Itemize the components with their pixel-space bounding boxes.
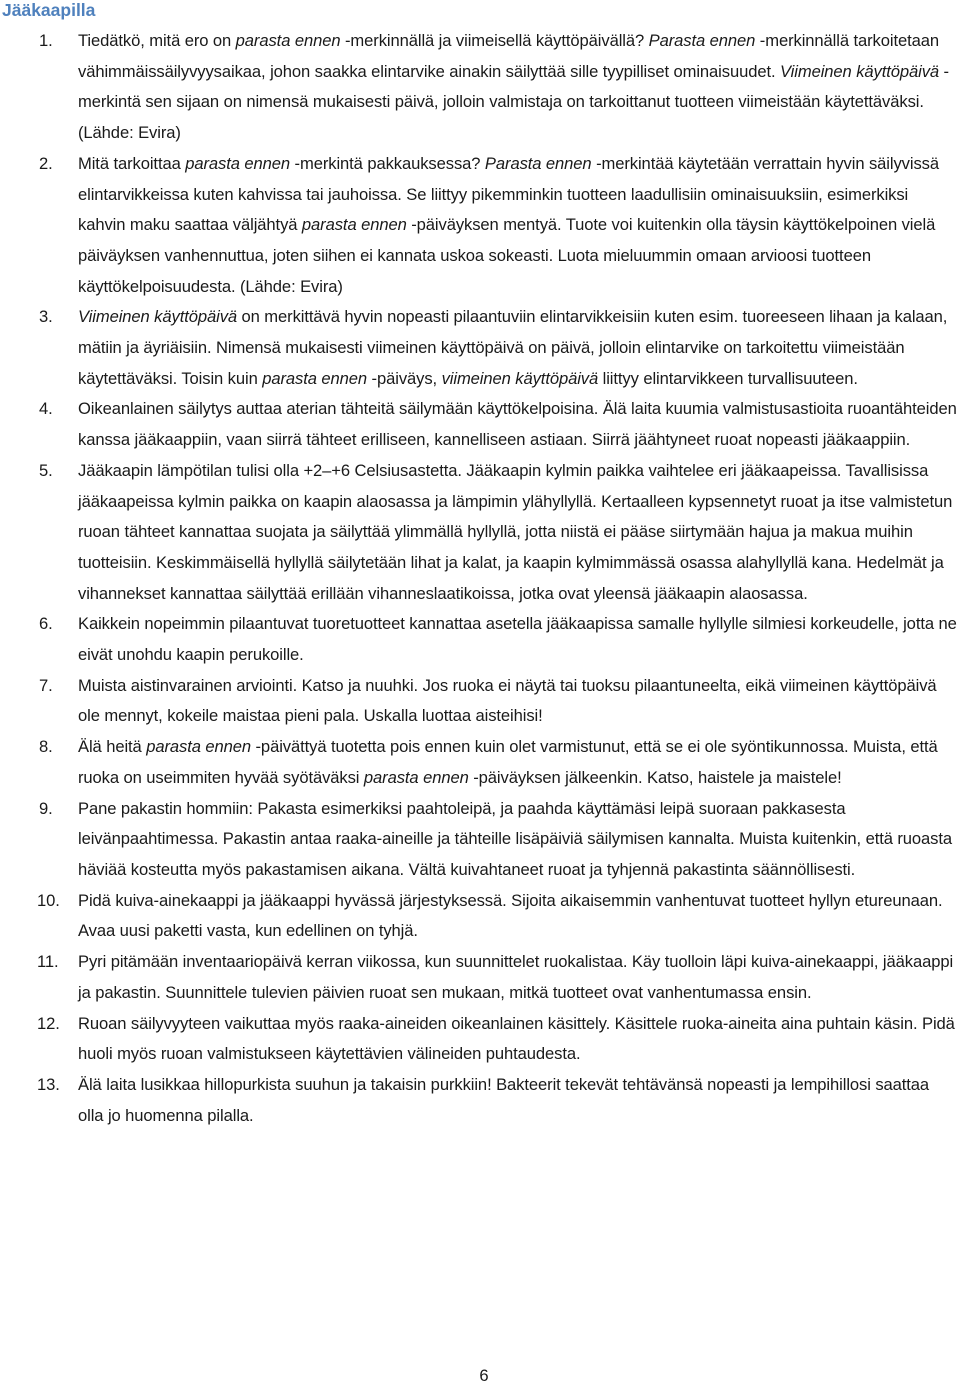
italic-term: viimeinen käyttöpäivä	[441, 368, 599, 388]
item-text: liittyy elintarvikkeen turvallisuuteen.	[598, 368, 858, 388]
italic-term: Parasta ennen	[484, 153, 592, 173]
list-item	[0, 671, 958, 732]
item-text: -merkintä sen sijaan on nimensä mukaisesti päivä, jolloin valmistaja on tarkoittanut tuotteen viimeistään käytettäväksi. (Lähde: Evira)	[78, 61, 949, 143]
item-number: 4.	[39, 399, 53, 419]
list-item	[0, 732, 958, 793]
item-text: Pidä kuiva-ainekaappi ja jääkaappi hyvässä järjestyksessä. Sijoita aikaisemmin vanhentuvat tuotteet hyllyn etureunaan. Avaa uusi paketti vasta, kun edellinen on tyhjä.	[78, 890, 943, 941]
italic-term: parasta ennen	[185, 153, 291, 173]
item-number: 2.	[39, 153, 53, 173]
item-text: -merkinnällä tarkoitetaan vähimmäissäilyvyysaikaa, johon saakka elintarvike ainakin säilyttää sille tyypilliset ominaisuudet.	[78, 31, 939, 81]
italic-term: parasta ennen	[146, 737, 251, 757]
item-number: 6.	[39, 614, 53, 634]
item-text: Jääkaapin lämpötilan tulisi olla +2–+6 Celsiusastetta. Jääkaapin kylmin paikka vaihtelee eri jääkaapeissa. Tavallisissa jääkaapeissa kylmin paikka on kaapin alaosassa ja lämpimin ylähyllyllä. Kertaalleen kypsennetyt ruoat ja itse valmistetun ruoan tähteet kannattaa suojata ja säilyttää ylimmällä hyllyllä, jotta niistä ei pääse siirtymään hajua ja makua muihin tuotteisiin. Keskimmäisellä hyllyllä säilytetään lihat ja kalat, ja kaapin kylmimmässä osassa alahyllyllä kana. Hedelmät ja vihannekset kannattaa säilyttää erillään vihanneslaatikoissa, jotka ovat yleensä jääkaapin alaosassa.	[78, 460, 953, 603]
italic-term: parasta ennen	[262, 368, 368, 388]
item-text: Tiedätkö, mitä ero on	[78, 31, 236, 50]
italic-term: Parasta ennen	[648, 31, 756, 50]
italic-term: Viimeinen käyttöpäivä	[78, 307, 238, 327]
item-text: Mitä tarkoittaa	[78, 153, 186, 173]
item-number: 7.	[39, 675, 53, 695]
page-number: 6	[479, 1366, 489, 1385]
item-text: -merkintä pakkauksessa?	[290, 153, 485, 173]
item-number: 1.	[39, 31, 53, 50]
list-item	[0, 1009, 958, 1070]
tips-list	[0, 26, 958, 1131]
item-text: Muista aistinvarainen arviointi. Katso ja nuuhki. Jos ruoka ei näytä tai tuoksu pilaantuneelta, eikä viimeinen käyttöpäivä ole mennyt, kokeile maistaa pieni pala. Uskalla luottaa aisteihisi!	[78, 675, 937, 726]
item-text: -merkintää käytetään verrattain hyvin säilyvissä elintarvikkeissa kuten kahvissa tai jauhoissa. Se liittyy pikemminkin tuotteen laadullisiin ominaisuuksiin, esimerkiksi kahvin maku saattaa väljähtyä	[78, 153, 939, 235]
list-item	[0, 609, 958, 670]
item-text: Älä laita lusikkaa hillopurkista suuhun ja takaisin purkkiin! Bakteerit tekevät tehtävänsä nopeasti ja lempihillosi saattaa olla jo huomenna pilalla.	[78, 1074, 930, 1125]
item-text: -päiväys,	[367, 368, 442, 388]
list-item	[0, 394, 958, 455]
item-text: Pane pakastin hommiin: Pakasta esimerkiksi paahtoleipä, ja paahda käyttämäsi leipä suoraan pakkasesta leivänpaahtimessa. Pakastin antaa raaka-aineille ja tähteille lisäpäiviä säilymisen kannalta. Muista kuitenkin, että ruoasta häviää kosteutta myös pakastamisen aikana. Vältä kuivahtaneet ruoat ja tyhjennä pakastinta säännöllisesti.	[78, 798, 953, 879]
list-item	[0, 302, 958, 394]
italic-term: Viimeinen käyttöpäivä	[780, 61, 940, 81]
italic-term: parasta ennen	[363, 767, 469, 787]
section-heading: Jääkaapilla	[2, 0, 96, 20]
list-item	[0, 794, 958, 886]
item-text: Ruoan säilyvyyteen vaikuttaa myös raaka-aineiden oikeanlainen käsittely. Käsittele ruoka-aineita aina puhtain käsin. Pidä huoli myös ruoan valmistukseen käytettävien välineiden puhtaudesta.	[78, 1013, 955, 1064]
item-number: 9.	[39, 798, 53, 818]
item-text: -merkinnällä ja viimeisellä käyttöpäivällä?	[340, 31, 649, 50]
item-text: Kaikkein nopeimmin pilaantuvat tuoretuotteet kannattaa asetella jääkaapissa samalle hyllylle silmiesi korkeudelle, jotta ne eivät unohdu kaapin perukoille.	[78, 614, 957, 665]
item-text: Älä heitä	[78, 737, 147, 757]
item-text: on merkittävä hyvin nopeasti pilaantuviin elintarvikkeisiin kuten esim. tuoreeseen lihaan ja kalaan, mätiin ja äyriäisiin. Nimensä mukaisesti viimeinen käyttöpäivä on päivä, jolloin elintarvike on tarkoitettu viimeistään käytettäväksi. Toisin kuin	[78, 307, 948, 388]
item-text: -päiväyksen jälkeenkin. Katso, haistele ja maistele!	[468, 767, 842, 787]
italic-term: parasta ennen	[301, 215, 407, 235]
item-number: 3.	[39, 307, 53, 327]
italic-term: parasta ennen	[235, 31, 341, 50]
item-number: 13.	[37, 1074, 60, 1094]
list-item	[0, 1070, 958, 1131]
item-number: 11.	[37, 952, 59, 972]
item-text: Oikeanlainen säilytys auttaa aterian tähteitä säilymään käyttökelpoisina. Älä laita kuumia valmistusastioita ruoantähteiden kanssa jääkaappiin, vaan siirrä tähteet erilliseen, kannelliseen astiaan. Siirrä jäähtyneet ruoat nopeasti jääkaappiin.	[78, 399, 957, 450]
item-number: 5.	[39, 460, 53, 480]
item-text: -päivättyä tuotetta pois ennen kuin olet varmistunut, että se ei ole syöntikunnossa. Muista, että ruoka on useimmiten hyvää syötäväksi	[78, 737, 938, 787]
list-item	[0, 886, 958, 947]
item-number: 10.	[37, 890, 60, 910]
list-item	[0, 456, 958, 610]
item-text: Pyri pitämään inventaariopäivä kerran viikossa, kun suunnittelet ruokalistaa. Käy tuolloin läpi kuiva-ainekaappi, jääkaappi ja pakastin. Suunnittele tulevien päivien ruoat sen mukaan, mitkä tuotteet ovat vanhentumassa ensin.	[78, 952, 954, 1002]
item-text: -päiväyksen mentyä. Tuote voi kuitenkin olla täysin käyttökelpoinen vielä päiväyksen vanhennuttua, joten siihen ei kannata uskoa sokeasti. Luota mieluummin omaan arvioosi tuotteen käyttökelpoisuudesta. (Lähde: Evira)	[78, 215, 936, 296]
item-number: 8.	[39, 737, 53, 757]
list-item	[0, 947, 958, 1008]
list-item	[0, 26, 958, 149]
item-number: 12.	[37, 1013, 60, 1033]
list-item	[0, 149, 958, 303]
